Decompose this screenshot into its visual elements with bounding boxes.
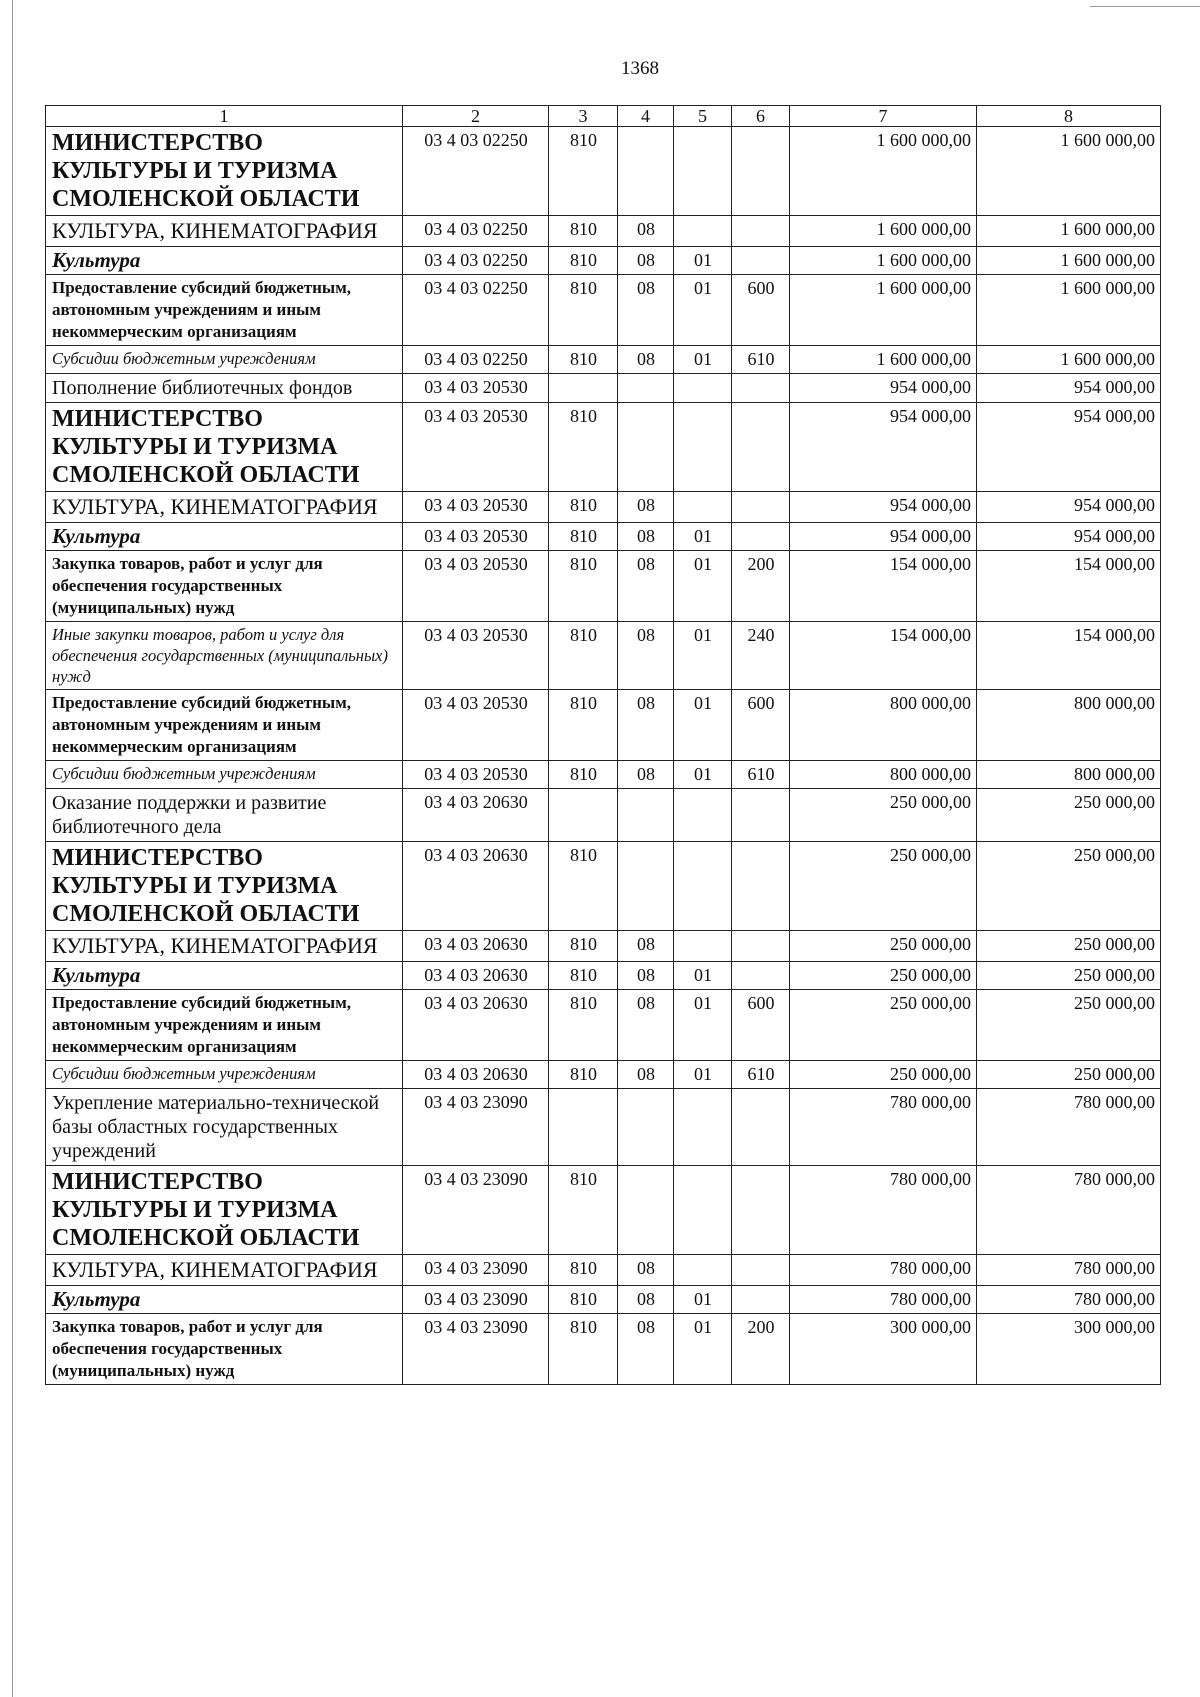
amount-year-2: 154 000,00 xyxy=(977,622,1161,690)
table-row xyxy=(46,622,1161,690)
section-code: 08 xyxy=(618,551,674,622)
target-article-code: 03 4 03 20530 xyxy=(403,492,549,523)
ministry-code: 810 xyxy=(549,1166,618,1255)
ministry-code: 810 xyxy=(549,247,618,275)
subsection-code xyxy=(674,842,732,931)
ministry-code: 810 xyxy=(549,551,618,622)
row-name: МИНИСТЕРСТВО КУЛЬТУРЫ И ТУРИЗМА СМОЛЕНСКОЙ ОБЛАСТИ xyxy=(46,1166,403,1255)
table-row xyxy=(46,1061,1161,1089)
expense-type-code: 600 xyxy=(732,690,790,761)
table-row xyxy=(46,275,1161,346)
ministry-code: 810 xyxy=(549,990,618,1061)
amount-year-1: 800 000,00 xyxy=(790,690,977,761)
table-row xyxy=(46,690,1161,761)
section-code: 08 xyxy=(618,1061,674,1089)
section-code xyxy=(618,127,674,216)
table-row xyxy=(46,492,1161,523)
row-name: КУЛЬТУРА, КИНЕМАТОГРАФИЯ xyxy=(46,1255,403,1286)
section-code xyxy=(618,1166,674,1255)
expense-type-code: 610 xyxy=(732,1061,790,1089)
amount-year-2: 780 000,00 xyxy=(977,1166,1161,1255)
target-article-code: 03 4 03 02250 xyxy=(403,346,549,374)
target-article-code: 03 4 03 02250 xyxy=(403,216,549,247)
section-code xyxy=(618,403,674,492)
amount-year-1: 954 000,00 xyxy=(790,523,977,551)
ministry-code: 810 xyxy=(549,962,618,990)
subsection-code: 01 xyxy=(674,275,732,346)
target-article-code: 03 4 03 20530 xyxy=(403,403,549,492)
target-article-code: 03 4 03 02250 xyxy=(403,275,549,346)
subsection-code xyxy=(674,1166,732,1255)
amount-year-2: 250 000,00 xyxy=(977,1061,1161,1089)
expense-type-code: 600 xyxy=(732,275,790,346)
row-name: Субсидии бюджетным учреждениям xyxy=(46,346,403,374)
expense-type-code xyxy=(732,403,790,492)
amount-year-2: 154 000,00 xyxy=(977,551,1161,622)
table-row xyxy=(46,1286,1161,1314)
target-article-code: 03 4 03 20530 xyxy=(403,690,549,761)
expense-type-code: 200 xyxy=(732,551,790,622)
expense-type-code: 610 xyxy=(732,761,790,789)
subsection-code: 01 xyxy=(674,962,732,990)
row-name: Предоставление субсидий бюджетным, автономным учреждениям и иным некоммерческим организациям xyxy=(46,275,403,346)
amount-year-1: 154 000,00 xyxy=(790,622,977,690)
section-code: 08 xyxy=(618,275,674,346)
target-article-code: 03 4 03 20630 xyxy=(403,962,549,990)
table-row xyxy=(46,842,1161,931)
section-code: 08 xyxy=(618,1286,674,1314)
amount-year-1: 1 600 000,00 xyxy=(790,127,977,216)
header-row xyxy=(46,106,1161,127)
target-article-code: 03 4 03 20530 xyxy=(403,523,549,551)
amount-year-1: 250 000,00 xyxy=(790,789,977,842)
row-name: МИНИСТЕРСТВО КУЛЬТУРЫ И ТУРИЗМА СМОЛЕНСКОЙ ОБЛАСТИ xyxy=(46,842,403,931)
table-row xyxy=(46,551,1161,622)
amount-year-1: 250 000,00 xyxy=(790,842,977,931)
row-name: МИНИСТЕРСТВО КУЛЬТУРЫ И ТУРИЗМА СМОЛЕНСКОЙ ОБЛАСТИ xyxy=(46,127,403,216)
column-header: 3 xyxy=(549,106,618,127)
amount-year-1: 250 000,00 xyxy=(790,1061,977,1089)
amount-year-1: 1 600 000,00 xyxy=(790,216,977,247)
column-header: 1 xyxy=(46,106,403,127)
target-article-code: 03 4 03 20530 xyxy=(403,374,549,403)
section-code: 08 xyxy=(618,690,674,761)
amount-year-2: 300 000,00 xyxy=(977,1314,1161,1385)
subsection-code xyxy=(674,374,732,403)
ministry-code xyxy=(549,374,618,403)
amount-year-2: 1 600 000,00 xyxy=(977,216,1161,247)
amount-year-1: 780 000,00 xyxy=(790,1089,977,1166)
ministry-code: 810 xyxy=(549,523,618,551)
subsection-code: 01 xyxy=(674,690,732,761)
expense-type-code xyxy=(732,216,790,247)
amount-year-2: 250 000,00 xyxy=(977,931,1161,962)
amount-year-1: 1 600 000,00 xyxy=(790,346,977,374)
table-row xyxy=(46,523,1161,551)
target-article-code: 03 4 03 20630 xyxy=(403,1061,549,1089)
target-article-code: 03 4 03 20530 xyxy=(403,761,549,789)
section-code: 08 xyxy=(618,216,674,247)
row-name: Культура xyxy=(46,247,403,275)
amount-year-2: 250 000,00 xyxy=(977,962,1161,990)
table-row xyxy=(46,789,1161,842)
section-code: 08 xyxy=(618,492,674,523)
row-name: Оказание поддержки и развитие библиотечного дела xyxy=(46,789,403,842)
amount-year-1: 954 000,00 xyxy=(790,403,977,492)
ministry-code: 810 xyxy=(549,1286,618,1314)
subsection-code: 01 xyxy=(674,1314,732,1385)
expense-type-code xyxy=(732,1286,790,1314)
subsection-code xyxy=(674,1255,732,1286)
row-name: Пополнение библиотечных фондов xyxy=(46,374,403,403)
amount-year-1: 250 000,00 xyxy=(790,931,977,962)
target-article-code: 03 4 03 20630 xyxy=(403,990,549,1061)
row-name: КУЛЬТУРА, КИНЕМАТОГРАФИЯ xyxy=(46,216,403,247)
target-article-code: 03 4 03 20630 xyxy=(403,931,549,962)
scan-edge-left xyxy=(12,0,13,1697)
ministry-code: 810 xyxy=(549,275,618,346)
ministry-code: 810 xyxy=(549,931,618,962)
column-header: 7 xyxy=(790,106,977,127)
amount-year-1: 780 000,00 xyxy=(790,1166,977,1255)
row-name: Культура xyxy=(46,962,403,990)
table-row xyxy=(46,1166,1161,1255)
amount-year-2: 800 000,00 xyxy=(977,690,1161,761)
ministry-code: 810 xyxy=(549,622,618,690)
ministry-code: 810 xyxy=(549,1314,618,1385)
table-body xyxy=(46,127,1161,1385)
table-row xyxy=(46,1089,1161,1166)
amount-year-2: 1 600 000,00 xyxy=(977,247,1161,275)
ministry-code: 810 xyxy=(549,216,618,247)
ministry-code: 810 xyxy=(549,761,618,789)
section-code xyxy=(618,1089,674,1166)
amount-year-1: 250 000,00 xyxy=(790,962,977,990)
page-number: 1368 xyxy=(621,58,659,79)
row-name: Укрепление материально-технической базы областных государственных учреждений xyxy=(46,1089,403,1166)
expense-type-code xyxy=(732,1089,790,1166)
table-row xyxy=(46,247,1161,275)
amount-year-1: 250 000,00 xyxy=(790,990,977,1061)
target-article-code: 03 4 03 23090 xyxy=(403,1166,549,1255)
subsection-code: 01 xyxy=(674,990,732,1061)
column-header: 8 xyxy=(977,106,1161,127)
column-header: 5 xyxy=(674,106,732,127)
expense-type-code: 200 xyxy=(732,1314,790,1385)
target-article-code: 03 4 03 20630 xyxy=(403,789,549,842)
subsection-code xyxy=(674,492,732,523)
subsection-code: 01 xyxy=(674,1061,732,1089)
subsection-code: 01 xyxy=(674,247,732,275)
amount-year-1: 154 000,00 xyxy=(790,551,977,622)
table-row xyxy=(46,931,1161,962)
subsection-code xyxy=(674,789,732,842)
ministry-code: 810 xyxy=(549,492,618,523)
expense-type-code xyxy=(732,492,790,523)
table-row xyxy=(46,216,1161,247)
amount-year-2: 780 000,00 xyxy=(977,1089,1161,1166)
target-article-code: 03 4 03 23090 xyxy=(403,1089,549,1166)
row-name: Иные закупки товаров, работ и услуг для обеспечения государственных (муниципальных) нужд xyxy=(46,622,403,690)
amount-year-2: 780 000,00 xyxy=(977,1255,1161,1286)
ministry-code: 810 xyxy=(549,403,618,492)
amount-year-1: 780 000,00 xyxy=(790,1255,977,1286)
section-code: 08 xyxy=(618,622,674,690)
amount-year-1: 954 000,00 xyxy=(790,492,977,523)
expense-type-code xyxy=(732,523,790,551)
scan-edge-top xyxy=(1090,6,1200,7)
expense-type-code: 610 xyxy=(732,346,790,374)
subsection-code xyxy=(674,127,732,216)
ministry-code: 810 xyxy=(549,1061,618,1089)
row-name: Предоставление субсидий бюджетным, автономным учреждениям и иным некоммерческим организациям xyxy=(46,690,403,761)
column-header: 2 xyxy=(403,106,549,127)
amount-year-1: 1 600 000,00 xyxy=(790,247,977,275)
target-article-code: 03 4 03 23090 xyxy=(403,1255,549,1286)
expense-type-code xyxy=(732,931,790,962)
amount-year-2: 1 600 000,00 xyxy=(977,275,1161,346)
section-code xyxy=(618,374,674,403)
amount-year-2: 954 000,00 xyxy=(977,492,1161,523)
target-article-code: 03 4 03 23090 xyxy=(403,1314,549,1385)
budget-table xyxy=(45,105,1161,1385)
expense-type-code xyxy=(732,127,790,216)
subsection-code: 01 xyxy=(674,551,732,622)
expense-type-code: 600 xyxy=(732,990,790,1061)
table-row xyxy=(46,1314,1161,1385)
table-row xyxy=(46,962,1161,990)
table-row xyxy=(46,374,1161,403)
row-name: Субсидии бюджетным учреждениям xyxy=(46,761,403,789)
subsection-code: 01 xyxy=(674,346,732,374)
amount-year-2: 250 000,00 xyxy=(977,789,1161,842)
target-article-code: 03 4 03 23090 xyxy=(403,1286,549,1314)
column-header: 6 xyxy=(732,106,790,127)
row-name: Закупка товаров, работ и услуг для обеспечения государственных (муниципальных) нужд xyxy=(46,551,403,622)
target-article-code: 03 4 03 20530 xyxy=(403,551,549,622)
table-row xyxy=(46,990,1161,1061)
amount-year-2: 954 000,00 xyxy=(977,374,1161,403)
row-name: Предоставление субсидий бюджетным, автономным учреждениям и иным некоммерческим организациям xyxy=(46,990,403,1061)
ministry-code xyxy=(549,789,618,842)
subsection-code: 01 xyxy=(674,761,732,789)
ministry-code: 810 xyxy=(549,842,618,931)
ministry-code: 810 xyxy=(549,127,618,216)
section-code: 08 xyxy=(618,931,674,962)
amount-year-2: 800 000,00 xyxy=(977,761,1161,789)
amount-year-2: 954 000,00 xyxy=(977,523,1161,551)
section-code: 08 xyxy=(618,962,674,990)
ministry-code xyxy=(549,1089,618,1166)
ministry-code: 810 xyxy=(549,1255,618,1286)
target-article-code: 03 4 03 02250 xyxy=(403,127,549,216)
expense-type-code: 240 xyxy=(732,622,790,690)
row-name: Закупка товаров, работ и услуг для обеспечения государственных (муниципальных) нужд xyxy=(46,1314,403,1385)
amount-year-1: 780 000,00 xyxy=(790,1286,977,1314)
expense-type-code xyxy=(732,842,790,931)
amount-year-1: 800 000,00 xyxy=(790,761,977,789)
amount-year-2: 954 000,00 xyxy=(977,403,1161,492)
amount-year-1: 954 000,00 xyxy=(790,374,977,403)
table-row xyxy=(46,1255,1161,1286)
row-name: МИНИСТЕРСТВО КУЛЬТУРЫ И ТУРИЗМА СМОЛЕНСКОЙ ОБЛАСТИ xyxy=(46,403,403,492)
amount-year-2: 1 600 000,00 xyxy=(977,127,1161,216)
amount-year-2: 250 000,00 xyxy=(977,990,1161,1061)
subsection-code xyxy=(674,1089,732,1166)
section-code xyxy=(618,842,674,931)
table-row xyxy=(46,761,1161,789)
subsection-code xyxy=(674,931,732,962)
amount-year-2: 1 600 000,00 xyxy=(977,346,1161,374)
section-code: 08 xyxy=(618,523,674,551)
target-article-code: 03 4 03 02250 xyxy=(403,247,549,275)
subsection-code xyxy=(674,403,732,492)
amount-year-1: 1 600 000,00 xyxy=(790,275,977,346)
table-row xyxy=(46,403,1161,492)
expense-type-code xyxy=(732,1255,790,1286)
section-code: 08 xyxy=(618,247,674,275)
row-name: Культура xyxy=(46,523,403,551)
expense-type-code xyxy=(732,374,790,403)
ministry-code: 810 xyxy=(549,690,618,761)
ministry-code: 810 xyxy=(549,346,618,374)
subsection-code: 01 xyxy=(674,1286,732,1314)
row-name: Субсидии бюджетным учреждениям xyxy=(46,1061,403,1089)
target-article-code: 03 4 03 20630 xyxy=(403,842,549,931)
expense-type-code xyxy=(732,789,790,842)
expense-type-code xyxy=(732,1166,790,1255)
subsection-code xyxy=(674,216,732,247)
section-code: 08 xyxy=(618,990,674,1061)
table-row xyxy=(46,346,1161,374)
expense-type-code xyxy=(732,962,790,990)
section-code: 08 xyxy=(618,346,674,374)
target-article-code: 03 4 03 20530 xyxy=(403,622,549,690)
amount-year-2: 780 000,00 xyxy=(977,1286,1161,1314)
section-code: 08 xyxy=(618,761,674,789)
row-name: КУЛЬТУРА, КИНЕМАТОГРАФИЯ xyxy=(46,492,403,523)
row-name: Культура xyxy=(46,1286,403,1314)
section-code: 08 xyxy=(618,1314,674,1385)
expense-type-code xyxy=(732,247,790,275)
column-header: 4 xyxy=(618,106,674,127)
table-row xyxy=(46,127,1161,216)
subsection-code: 01 xyxy=(674,622,732,690)
subsection-code: 01 xyxy=(674,523,732,551)
amount-year-2: 250 000,00 xyxy=(977,842,1161,931)
row-name: КУЛЬТУРА, КИНЕМАТОГРАФИЯ xyxy=(46,931,403,962)
section-code xyxy=(618,789,674,842)
section-code: 08 xyxy=(618,1255,674,1286)
amount-year-1: 300 000,00 xyxy=(790,1314,977,1385)
